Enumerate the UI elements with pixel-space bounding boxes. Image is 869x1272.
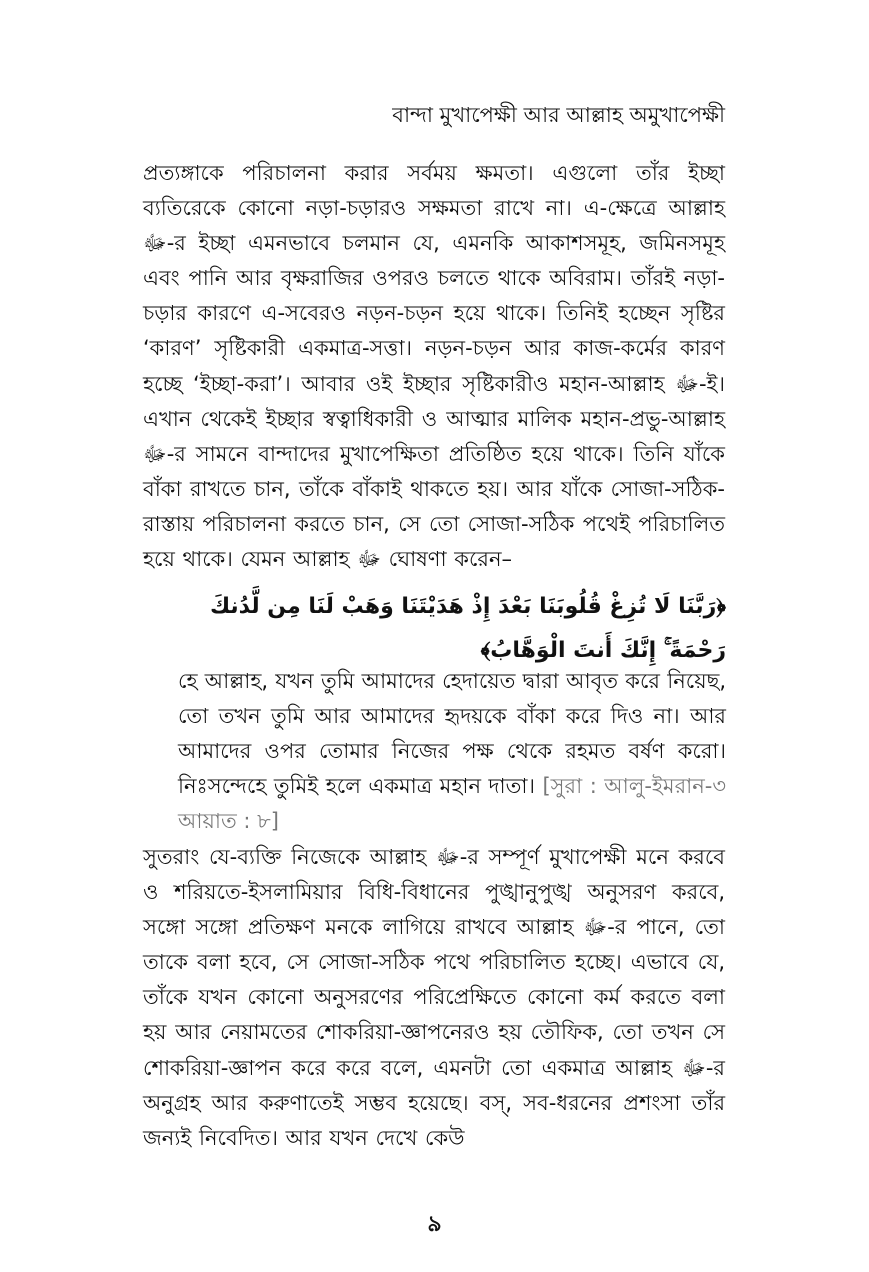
body-paragraph-1: প্রত্যঙ্গাকে পরিচালনা করার সর্বময় ক্ষমতা। এগুলো তাঁর ইচ্ছা ব্যতিরেকে কোনো নড়া-চড়ারও সক্ষমতা রাখে না। এ-ক্ষেত্রে আল্লাহ ﷻ-র ইচ্ছা এমনভাবে চলমান যে, এমনকি আকাশসমূহ, জমিনসমূহ এবং পানি আর বৃক্ষরাজির ওপরও চলতে থাকে অবিরাম। তাঁরই নড়া-চড়ার কারণে এ-সবেরও নড়ন-চড়ন হয়ে থাকে। তিনিই হচ্ছেন সৃষ্টির ‘কারণ’ সৃষ্টিকারী একমাত্র-সত্তা। নড়ন-চড়ন আর কাজ-কর্মের কারণ হচ্ছে ‘ইচ্ছা-করা’। আবার ওই ইচ্ছার সৃষ্টিকারীও মহান-আল্লাহ ﷻ-ই। এখান থেকেই ইচ্ছার স্বত্বাধিকারী ও আত্মার মালিক মহান-প্রভু-আল্লাহ ﷻ-র সামনে বান্দাদের মুখাপেক্ষিতা প্রতিষ্ঠিত হয়ে থাকে। তিনি যাঁকে বাঁকা রাখতে চান, তাঁকে বাঁকাই থাকতে হয়। আর যাঁকে সোজা-সঠিক-রাস্তায় পরিচালনা করতে চান, সে তো সোজা-সঠিক পথেই পরিচালিত হয়ে থাকে। যেমন আল্লাহ ﷻ ঘোষণা করেন–	[143, 161, 725, 572]
quran-verse-arabic: ﴿رَبَّنَا لَا تُزِغْ قُلُوبَنَا بَعْدَ إِذْ هَدَيْتَنَا وَهَبْ لَنَا مِن لَّدُنكَ رَحْمَةً ۚ إِنَّكَ أَنتَ الْوَهَّابُ﴾	[209, 594, 726, 663]
verse-reference: [সুরা : আলু-ইমরান-৩ আয়াত : ৮]	[178, 774, 726, 834]
page-number: ৯	[427, 1212, 442, 1237]
running-header: বান্দা মুখাপেক্ষী আর আল্লাহ অমুখাপেক্ষী	[392, 103, 725, 127]
verse-translation	[178, 664, 726, 839]
body-paragraph-2: সুতরাং যে-ব্যক্তি নিজেকে আল্লাহ ﷻ-র সম্পূর্ণ মুখাপেক্ষী মনে করবে ও শরিয়তে-ইসলামিয়ার বিধি-বিধানের পুঙ্খানুপুঙ্খ অনুসরণ করবে, সঙ্গো সঙ্গো প্রতিক্ষণ মনকে লাগিয়ে রাখবে আল্লাহ ﷻ-র পানে, তো তাকে বলা হবে, সে সোজা-সঠিক পথে পরিচালিত হচ্ছে। এভাবে যে, তাঁকে যখন কোনো অনুসরণের পরিপ্রেক্ষিতে কোনো কর্ম করতে বলা হয় আর নেয়ামতের শোকরিয়া-জ্ঞাপনেরও হয় তৌফিক, তো তখন সে শোকরিয়া-জ্ঞাপন করে করে বলে, এমনটা তো একমাত্র আল্লাহ ﷻ-র অনুগ্রহ আর করুণাতেই সম্ভব হয়েছে। বস্, সব-ধরনের প্রশংসা তাঁর জন্যই নিবেদিত। আর যখন দেখে কেউ	[143, 845, 725, 1150]
translation-text: হে আল্লাহ, যখন তুমি আমাদের হেদায়েত দ্বারা আবৃত করে নিয়েছ, তো তখন তুমি আর আমাদের হৃদয়কে বাঁকা করে দিও না। আর আমাদের ওপর তোমার নিজের পক্ষ থেকে রহমত বর্ষণ করো। নিঃসন্দেহে তুমিই হলে একমাত্র মহান দাতা।	[178, 669, 726, 799]
